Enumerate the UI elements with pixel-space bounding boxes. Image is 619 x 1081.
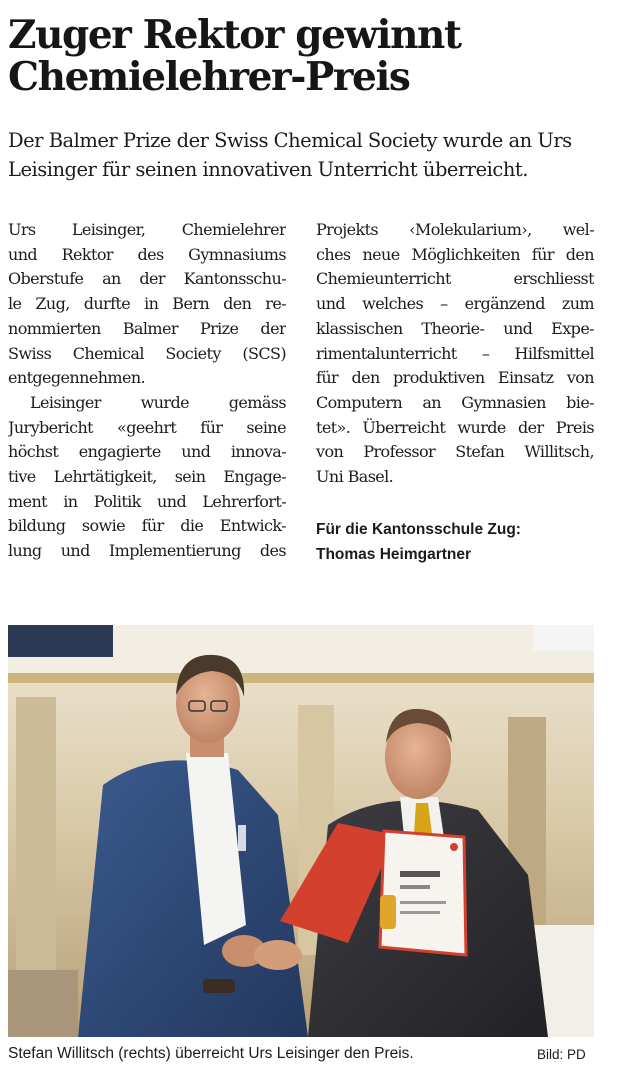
award-bottle <box>380 895 396 929</box>
certificate-text <box>400 911 440 914</box>
certificate-text <box>400 901 446 904</box>
body-line: entgegennehmen. <box>8 368 146 388</box>
article-photo <box>8 625 594 1037</box>
author-name: Thomas Heimgartner <box>316 545 472 563</box>
lead-line: Der Balmer Prize der Swiss Chemical Society wurde an Urs <box>8 129 572 152</box>
body-line: ment in Politik und Lehrerfort- <box>8 491 286 511</box>
article-headline <box>8 14 613 98</box>
body-line: nommierten Balmer Prize der <box>8 318 286 338</box>
author-credit <box>316 518 606 567</box>
body-line: Swiss Chemical Society (SCS) <box>8 343 286 363</box>
headline-line: Chemielehrer-Preis <box>8 54 410 100</box>
certificate-text <box>400 871 440 877</box>
award-ceremony-illustration <box>8 625 594 1037</box>
photo-credit: Bild: PD <box>537 1047 586 1062</box>
chair <box>8 970 78 1037</box>
body-line: tive Lehrtätigkeit, sein Engage- <box>8 467 286 487</box>
body-line: Oberstufe an der Kantonsschu- <box>8 269 286 289</box>
body-column-right <box>316 218 594 490</box>
body-line: tet». Überreicht wurde der Preis <box>316 417 594 437</box>
certificate-text <box>400 885 430 889</box>
article-lead <box>8 126 613 184</box>
author-organisation: Für die Kantonsschule Zug: <box>316 521 521 538</box>
column <box>16 697 56 997</box>
lead-line: Leisinger für seinen innovativen Unterricht überreicht. <box>8 158 528 181</box>
body-line: Computern an Gymnasien bie- <box>316 392 594 412</box>
body-line: und welches – ergänzend zum <box>316 294 594 314</box>
name-badge <box>238 825 246 851</box>
body-line: von Professor Stefan Willitsch, <box>316 442 594 462</box>
molding-line <box>8 685 594 691</box>
body-line: ches neue Möglichkeiten für den <box>316 244 594 264</box>
photo-caption: Stefan Willitsch (rechts) überreicht Urs Leisinger den Preis. <box>8 1045 414 1062</box>
wall-sign <box>533 625 594 651</box>
body-line: Leisinger wurde gemäss <box>30 392 286 412</box>
body-line: Chemieunterricht erschliesst <box>316 269 594 289</box>
headline-line: Zuger Rektor gewinnt <box>8 12 461 58</box>
body-line: rimentalunterricht – Hilfsmittel <box>316 343 594 363</box>
body-line: le Zug, durfte in Bern den re- <box>8 294 286 314</box>
body-line: bildung sowie für die Entwick- <box>8 516 286 536</box>
certificate-seal <box>450 843 458 851</box>
body-line: und Rektor des Gymnasiums <box>8 244 286 264</box>
handshake <box>254 940 302 970</box>
body-line: klassischen Theorie- und Expe- <box>316 318 594 338</box>
body-line: für den produktiven Einsatz von <box>316 368 594 388</box>
body-line: Urs Leisinger, Chemielehrer <box>8 220 286 239</box>
body-line: Projekts ‹Molekularium›, wel- <box>316 220 594 239</box>
body-line: Uni Basel. <box>316 467 394 487</box>
body-column-left <box>8 218 286 564</box>
body-line: höchst engagierte und innova- <box>8 442 286 462</box>
projection-screen <box>8 625 113 657</box>
body-line: lung und Implementierung des <box>8 541 286 561</box>
body-line: Jurybericht «geehrt für seine <box>8 417 286 437</box>
gilded-molding <box>8 673 594 683</box>
watch-box <box>203 979 235 993</box>
